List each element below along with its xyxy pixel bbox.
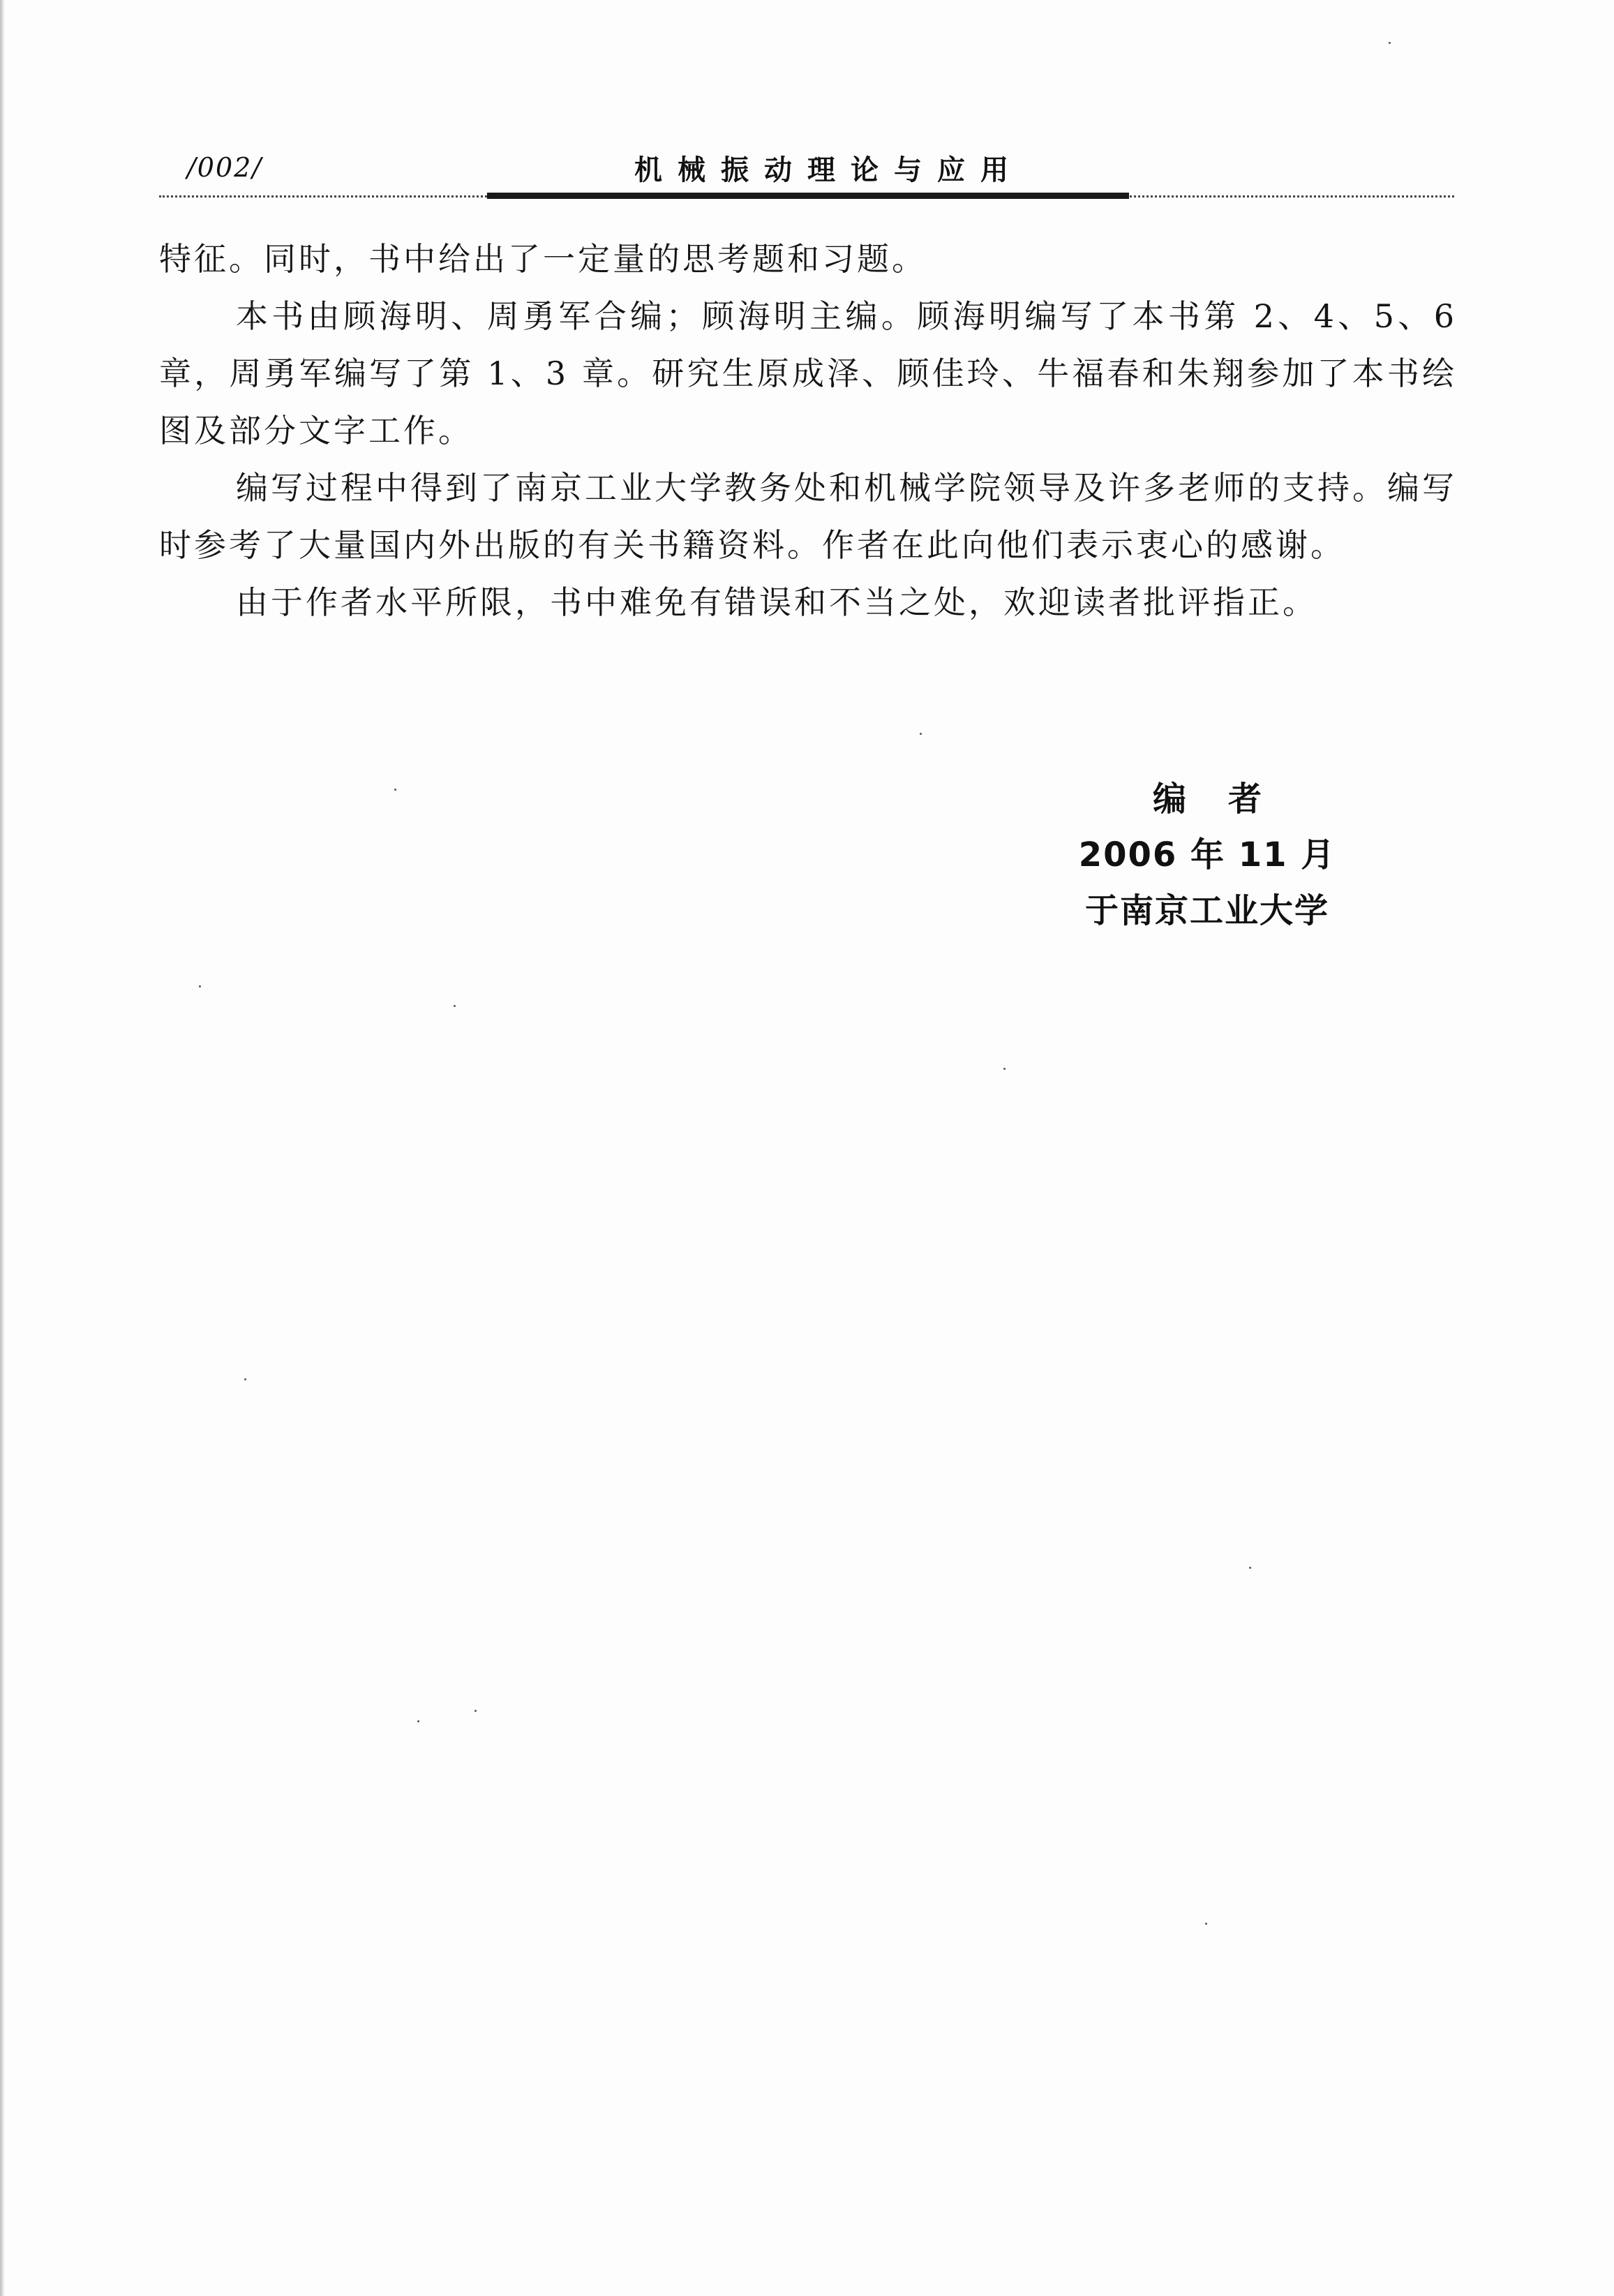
body-text [159, 230, 1457, 631]
signature-author: 编者 [1152, 780, 1303, 819]
signature-date: 2006 年 11 月 [1078, 835, 1336, 874]
scan-speck [454, 1005, 456, 1007]
page-number: /002/ [187, 152, 263, 183]
scan-speck [1389, 42, 1391, 44]
scan-speck [244, 1378, 246, 1380]
scan-speck [1249, 1567, 1251, 1569]
header-rule-thick [487, 193, 1129, 199]
signature-block [1033, 771, 1382, 939]
scan-speck [417, 1720, 419, 1722]
scan-speck [920, 733, 922, 735]
scan-speck [394, 789, 396, 791]
scan-speck [1003, 1068, 1006, 1070]
running-header [159, 152, 1454, 208]
signature-place: 于南京工业大学 [1084, 891, 1329, 930]
paragraph-authors: 本书由顾海明、周勇军合编；顾海明主编。顾海明编写了本书第 2、4、5、6 章，周勇军编写了第 1、3 章。研究生原成泽、顾佳玲、牛福春和朱翔参加了本书绘图及部分文字工作。 [159, 297, 1457, 449]
paragraph-acknowledgements: 编写过程中得到了南京工业大学教务处和机械学院领导及许多老师的支持。编写时参考了大量国内外出版的有关书籍资料。作者在此向他们表示衷心的感谢。 [159, 469, 1457, 564]
scan-speck [475, 1710, 477, 1712]
scan-edge [0, 0, 4, 2296]
scan-speck [1205, 1923, 1207, 1925]
paragraph-errata-note: 由于作者水平所限，书中难免有错误和不当之处，欢迎读者批评指正。 [236, 583, 1317, 621]
scan-speck [199, 985, 201, 987]
paragraph-continuation: 特征。同时，书中给出了一定量的思考题和习题。 [159, 240, 927, 278]
book-title: 机械振动理论与应用 [634, 154, 1024, 186]
